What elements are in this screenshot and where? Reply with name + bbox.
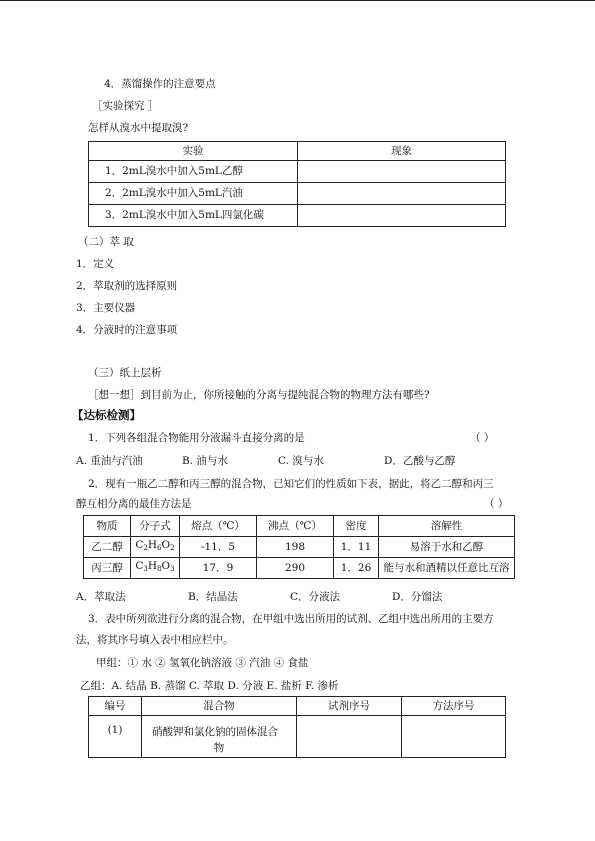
properties-table (83, 515, 515, 579)
header-experiment: 实验 (89, 142, 298, 161)
row-number: (1) (89, 716, 142, 758)
molecular-formula: $C_3H_8O_3$ (131, 558, 180, 579)
extraction-item-4: 4．分液时的注意事项 (76, 324, 178, 336)
header-number: 编号 (89, 697, 142, 716)
extraction-heading: （二）萃 取 (78, 236, 134, 248)
header-boiling-point: 沸点（℃） (257, 516, 334, 537)
q1-option-d[interactable]: D．乙酸与乙醇 (384, 455, 456, 467)
density: 1．26 (334, 558, 379, 579)
header-formula: 分子式 (131, 516, 180, 537)
mixture-line-2: 物 (213, 742, 225, 754)
solubility: 易溶于水和乙醇 (379, 537, 515, 558)
header-mixture: 混合物 (142, 697, 297, 716)
boiling-point: 198 (257, 537, 334, 558)
phenomenon-cell-2[interactable] (298, 183, 506, 205)
q3-stem-line2: 法，将其序号填入表中相应栏中。 (76, 634, 234, 646)
extraction-item-2: 2．萃取剂的选择原则 (76, 280, 178, 292)
q2-stem-line1: 2．现有一瓶乙二醇和丙三醇的混合物，已知它们的性质如下表，据此，将乙二醇和丙三 (88, 478, 494, 490)
table-row (84, 537, 515, 558)
header-method: 方法序号 (402, 697, 506, 716)
q2-answer-blank[interactable]: （ ） (484, 498, 509, 510)
method-answer-cell[interactable] (402, 716, 506, 758)
chromatography-heading: （三）纸上层析 (88, 367, 162, 379)
substance-name: 乙二醇 (84, 537, 131, 558)
table-row (89, 716, 506, 758)
header-substance: 物质 (84, 516, 131, 537)
extraction-item-3: 3．主要仪器 (76, 302, 136, 314)
molecular-formula: $C_2H_6O_2$ (131, 537, 180, 558)
separation-table (88, 696, 506, 758)
header-reagent: 试剂序号 (297, 697, 402, 716)
density: 1．11 (334, 537, 379, 558)
phenomenon-cell-3[interactable] (298, 205, 506, 227)
q1-option-c[interactable]: C. 溴与水 (278, 455, 324, 467)
q3-stem-line1: 3．表中所列欲进行分离的混合物，在甲组中选出所用的试剂、乙组中选出所用的主要方 (88, 613, 494, 625)
q1-option-b[interactable]: B. 油与水 (182, 455, 228, 467)
section-4-heading: 4．蒸馏操作的注意要点 (104, 78, 216, 90)
header-solubility: 溶解性 (379, 516, 515, 537)
solubility: 能与水和酒精以任意比互溶 (379, 558, 515, 579)
header-density: 密度 (334, 516, 379, 537)
q1-option-a[interactable]: A. 重油与汽油 (76, 455, 143, 467)
q3-group-b: 乙组：A. 结晶 B. 蒸馏 C. 萃取 D. 分液 E. 盐析 F. 渗析 (80, 680, 339, 692)
experiment-row-1: 1．2mL溴水中加入5mL乙醇 (89, 161, 298, 183)
q2-option-c[interactable]: C．分液法 (290, 591, 341, 603)
q2-option-d[interactable]: D．分馏法 (392, 591, 443, 603)
experiment-row-2: 2．2mL溴水中加入5mL汽油 (89, 183, 298, 205)
q2-option-a[interactable]: A．萃取法 (76, 591, 126, 603)
melting-point: 17．9 (180, 558, 257, 579)
experiment-question: 怎样从溴水中提取溴? (88, 122, 189, 134)
mixture-line-1: 硝酸钾和氯化钠的固体混合 (152, 726, 278, 738)
header-phenomenon: 现象 (298, 142, 506, 161)
boiling-point: 290 (257, 558, 334, 579)
mixture-cell (142, 716, 297, 758)
q1-stem: 1．下列各组混合物能用分液漏斗直接分离的是 (88, 432, 305, 444)
substance-name: 丙三醇 (84, 558, 131, 579)
check-title: 【达标检测】 (72, 408, 141, 422)
experiment-row-3: 3．2mL溴水中加入5mL四氯化碳 (89, 205, 298, 227)
experiment-table (88, 141, 506, 227)
q1-answer-blank[interactable]: （ ） (470, 432, 495, 444)
q2-stem-line2: 醇互相分离的最佳方法是 (76, 498, 192, 510)
page-top-rule (0, 0, 595, 1)
q3-group-a: 甲组：① 水 ② 氢氧化钠溶液 ③ 汽油 ④ 食盐 (96, 657, 309, 669)
header-melting-point: 熔点（℃） (180, 516, 257, 537)
experiment-tag: ［实验探究 ］ (92, 100, 159, 112)
melting-point: -11．5 (180, 537, 257, 558)
phenomenon-cell-1[interactable] (298, 161, 506, 183)
table-row (84, 558, 515, 579)
reagent-answer-cell[interactable] (297, 716, 402, 758)
extraction-item-1: 1．定义 (76, 258, 115, 270)
q2-option-b[interactable]: B．结晶法 (188, 591, 238, 603)
think-prompt: ［想一想］到目前为止，你所接触的分离与提纯混合物的物理方法有哪些? (88, 389, 430, 401)
